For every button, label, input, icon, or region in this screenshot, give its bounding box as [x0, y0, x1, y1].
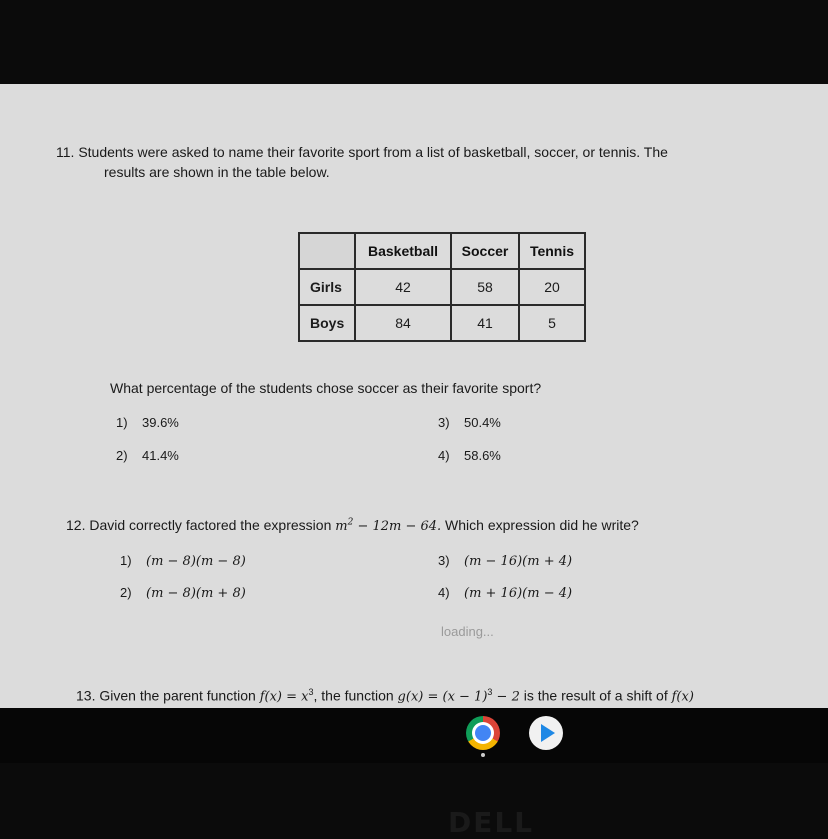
column-header-tennis: Tennis [519, 233, 585, 269]
screen [0, 84, 828, 708]
choice-number: 4) [438, 585, 450, 600]
table-cell: 58 [451, 269, 519, 305]
play-store-icon[interactable] [529, 716, 563, 750]
q11-prompt-line1: 11. Students were asked to name their favorite sport from a list of basketball, soccer, or tennis. The [56, 144, 668, 160]
q11-prompt-line2: results are shown in the table below. [104, 164, 330, 180]
q13-prompt [76, 687, 694, 705]
q11-choice-2 [116, 448, 179, 463]
table-cell: 42 [355, 269, 451, 305]
column-header-basketball: Basketball [355, 233, 451, 269]
choice-number: 1) [116, 415, 128, 430]
q12-prompt-start: 12. David correctly factored the expression [66, 517, 332, 533]
active-app-indicator [481, 753, 485, 757]
choice-text: 39.6% [142, 415, 179, 430]
q12-choice-4 [438, 585, 572, 601]
table-cell: 20 [519, 269, 585, 305]
choice-text: 41.4% [142, 448, 179, 463]
choice-text: (m − 8)(m − 8) [146, 554, 246, 569]
q12-prompt [66, 517, 639, 534]
expr-exponent: 2 [347, 517, 354, 528]
table-row [299, 269, 585, 305]
table-cell: 41 [451, 305, 519, 341]
choice-text: (m − 8)(m + 8) [146, 586, 246, 601]
os-shelf [0, 708, 828, 763]
row-header-boys: Boys [299, 305, 355, 341]
q12-choice-1 [120, 553, 246, 569]
chrome-icon[interactable] [466, 716, 500, 750]
q13-fx-ref: f(x) [671, 689, 694, 705]
q11-choice-1 [116, 415, 179, 430]
q13-g-exponent: 3 [487, 687, 493, 697]
choice-number: 2) [120, 585, 132, 600]
q11-choice-3 [438, 415, 501, 430]
q12-expression [335, 519, 441, 534]
sport-results-table [298, 232, 586, 342]
q13-part1: 13. Given the parent function [76, 687, 260, 704]
choice-text: 50.4% [464, 415, 501, 430]
choice-number: 3) [438, 553, 450, 568]
q13-part3: is the result of a shift of [519, 687, 672, 704]
row-header-girls: Girls [299, 269, 355, 305]
column-header-soccer: Soccer [451, 233, 519, 269]
table-header-row [299, 233, 585, 269]
choice-text: (m + 16)(m − 4) [464, 586, 573, 601]
q11-choice-4 [438, 448, 501, 463]
choice-text: 58.6% [464, 448, 501, 463]
q12-choice-2 [120, 585, 246, 601]
worksheet-document [0, 84, 828, 708]
table-cell: 5 [519, 305, 585, 341]
expr-base: m [335, 519, 348, 534]
q12-choice-3 [438, 553, 572, 569]
table-corner-cell [299, 233, 355, 269]
table-row [299, 305, 585, 341]
choice-text: (m − 16)(m + 4) [464, 554, 573, 569]
choice-number: 2) [116, 448, 128, 463]
q13-g-rest: − 2 [492, 689, 520, 705]
q13-part2: , the function [313, 687, 398, 704]
choice-number: 3) [438, 415, 450, 430]
expr-rest: − 12m − 64. [353, 519, 442, 534]
q13-function-g: g(x) = (x − 1) [397, 689, 488, 705]
q12-prompt-end: Which expression did he write? [441, 517, 639, 533]
q11-question: What percentage of the students chose soccer as their favorite sport? [110, 380, 542, 396]
choice-number: 1) [120, 553, 132, 568]
choice-number: 4) [438, 448, 450, 463]
loading-indicator: loading... [441, 624, 494, 639]
q13-parent-function: f(x) = x [259, 689, 309, 705]
table-cell: 84 [355, 305, 451, 341]
q13-parent-exponent: 3 [308, 687, 314, 697]
dell-logo: DELL [448, 806, 535, 839]
